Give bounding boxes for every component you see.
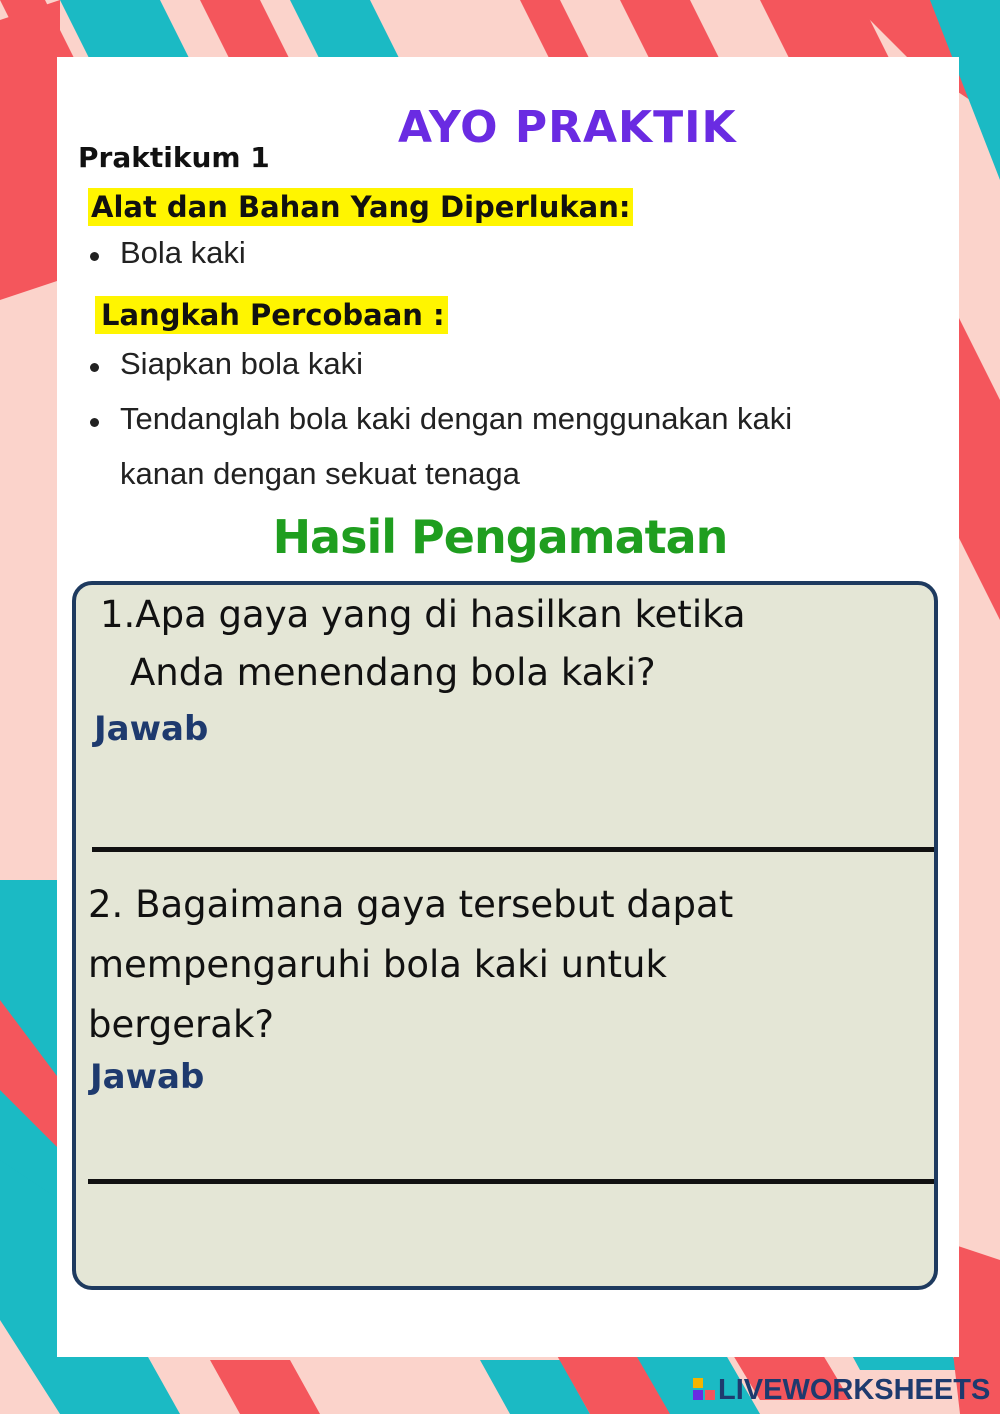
steps-heading: Langkah Percobaan : (95, 296, 448, 334)
answer-1-line (92, 847, 938, 852)
bullet-icon (90, 363, 99, 372)
tools-heading: Alat dan Bahan Yang Diperlukan: (88, 188, 633, 226)
question-1-line-2: Anda menendang bola kaki? (130, 651, 656, 694)
answer-1-field[interactable] (94, 785, 918, 835)
observation-panel (72, 581, 938, 1290)
steps-item-continued: kanan dengan sekuat tenaga (120, 456, 520, 491)
answer-2-label: Jawab (90, 1057, 205, 1097)
steps-item: Tendanglah bola kaki dengan menggunakan kaki (120, 401, 793, 436)
steps-item: Siapkan bola kaki (120, 346, 363, 381)
answer-2-line (88, 1179, 938, 1184)
question-1-line-1: 1.Apa gaya yang di hasilkan ketika (100, 593, 746, 636)
praktikum-label: Praktikum 1 (78, 141, 270, 174)
footer-brand: LIVEWORKSHEETS (718, 1374, 991, 1406)
question-2-line-2: mempengaruhi bola kaki untuk (88, 943, 667, 986)
question-2-line-1: 2. Bagaimana gaya tersebut dapat (88, 883, 734, 926)
tools-item: Bola kaki (120, 235, 246, 270)
answer-2-field[interactable] (90, 1117, 914, 1167)
bullet-icon (90, 418, 99, 427)
observation-heading: Hasil Pengamatan (272, 510, 728, 564)
question-2-line-3: bergerak? (88, 1003, 275, 1046)
answer-1-label: Jawab (94, 709, 209, 749)
bullet-icon (90, 252, 99, 261)
liveworksheets-logo-icon (693, 1378, 715, 1400)
page-title: AYO PRAKTIK (398, 102, 737, 153)
